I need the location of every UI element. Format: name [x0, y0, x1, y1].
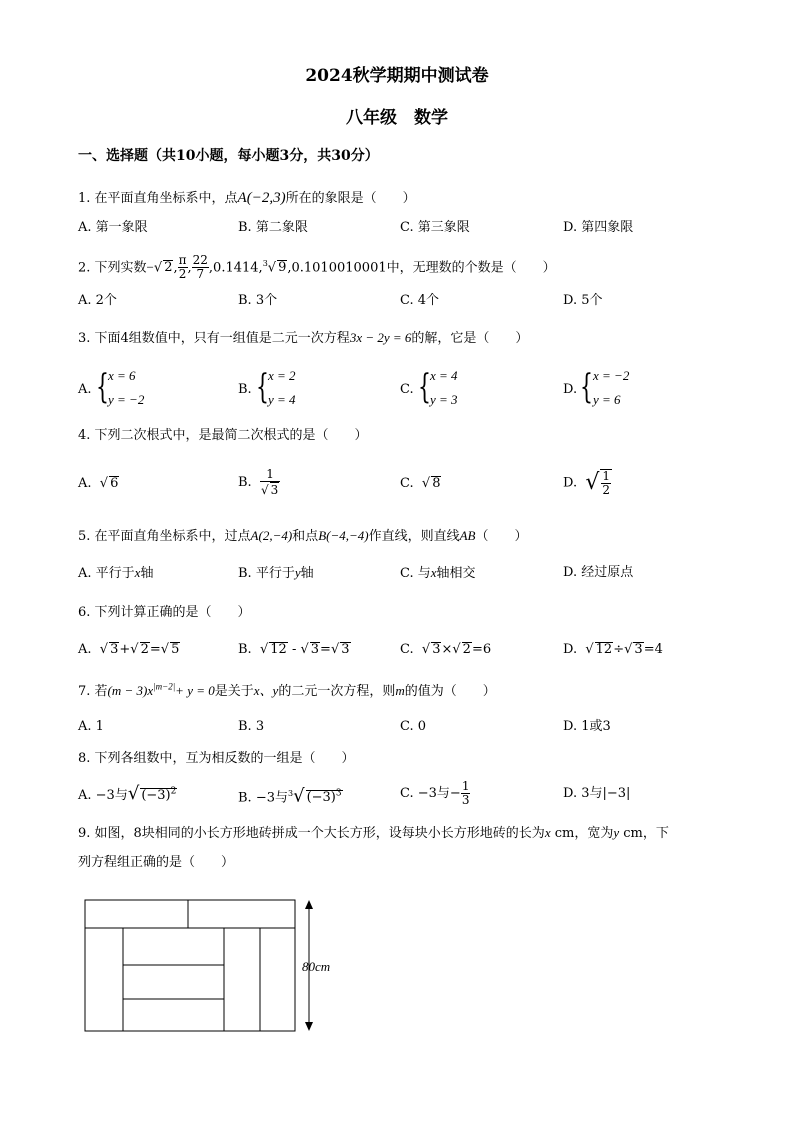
- question-8: 8. 下列各组数中，互为相反数的一组是（ ）: [78, 751, 355, 766]
- q8-option-c[interactable]: C. −3与− $\frac{1}{3}$: [400, 779, 470, 807]
- section-heading: 一、选择题（共10小题，每小题3分，共30分）: [78, 148, 379, 164]
- q5-option-d[interactable]: D. 经过原点: [563, 565, 634, 580]
- q9-figure: [80, 895, 340, 1040]
- q1-option-c[interactable]: C. 第三象限: [400, 220, 470, 235]
- q1-option-a[interactable]: A. 第一象限: [78, 220, 148, 235]
- q3-brace-c: {: [418, 367, 431, 407]
- q3-brace-d: {: [580, 367, 593, 407]
- q7-option-a[interactable]: A. 1: [78, 719, 104, 734]
- q3-brace-b: {: [256, 367, 269, 407]
- q2-option-b[interactable]: B. 3个: [238, 293, 278, 308]
- q3-option-b-label[interactable]: B.: [238, 382, 252, 397]
- q2-option-a[interactable]: A. 2个: [78, 293, 117, 308]
- q5-option-a[interactable]: A. 平行于x轴: [78, 565, 154, 581]
- q6-option-c[interactable]: C. √ 3×√ 2=6: [400, 642, 492, 657]
- q5-option-c[interactable]: C. 与x轴相交: [400, 565, 476, 581]
- question-1: 1. 在平面直角坐标系中，点A(−2,3)所在的象限是（ ）: [78, 190, 416, 206]
- q3-system-c[interactable]: x = 4 y = 3: [430, 368, 458, 407]
- q3-brace-a: {: [96, 367, 109, 407]
- question-4: 4. 下列二次根式中，是最简二次根式的是（ ）: [78, 428, 368, 443]
- q9-figure-label: 80cm: [302, 959, 331, 974]
- q3-option-c-label[interactable]: C.: [400, 382, 414, 397]
- question-7: 7. 若$(m - 3)x^{|m-2|}+ y = 0$是关于x、y的二元一次方程，则m的值为（ ）: [78, 681, 496, 699]
- q8-option-b[interactable]: B. −3与$^3$√ $(-3)^3$: [238, 785, 342, 807]
- point-a: A(−2,3): [237, 190, 286, 206]
- q6-option-d[interactable]: D. √ 12÷√ 3=4: [563, 642, 663, 657]
- exam-title: 2024秋学期期中测试卷: [305, 66, 489, 86]
- q3-option-d-label[interactable]: D.: [563, 382, 578, 397]
- q7-option-d[interactable]: D. 1或3: [563, 719, 611, 734]
- q8-option-d[interactable]: D. 3与|−3|: [563, 786, 631, 801]
- q4-option-a[interactable]: A. √ 6: [78, 476, 119, 491]
- q4-option-c[interactable]: C. √ 8: [400, 476, 441, 491]
- q3-system-d[interactable]: x = −2 y = 6: [593, 368, 630, 407]
- q5-option-b[interactable]: B. 平行于y轴: [238, 565, 314, 581]
- question-2: 2. 下列实数−√ 2, $\frac{\pi}{2}$ , $\frac{22}{7}$ ,0.1414,$^3$√ 9,0.1010010001中，无理数的个数是（ ）: [78, 253, 556, 282]
- q8-option-a[interactable]: A. −3与√ $(-3)^2$: [78, 783, 177, 804]
- q6-option-b[interactable]: B. √ 12 - √ 3=√ 3: [238, 642, 350, 657]
- q7-option-c[interactable]: C. 0: [400, 719, 427, 734]
- q4-option-d[interactable]: D. √ $\frac{1}{2}$: [563, 469, 611, 497]
- q3-system-b[interactable]: x = 2 y = 4: [268, 368, 296, 407]
- q3-system-a[interactable]: x = 6 y = −2: [108, 368, 145, 407]
- q1-option-d[interactable]: D. 第四象限: [563, 220, 634, 235]
- question-6: 6. 下列计算正确的是（ ）: [78, 605, 251, 620]
- q2-option-d[interactable]: D. 5个: [563, 293, 603, 308]
- q3-option-a-label[interactable]: A.: [78, 382, 92, 397]
- q7-option-b[interactable]: B. 3: [238, 719, 265, 734]
- q4-option-b[interactable]: B. $\frac{1}{√ 3}$: [238, 467, 279, 497]
- question-5: 5. 在平面直角坐标系中，过点A(2,−4)和点B(−4,−4)作直线，则直线AB（ ）: [78, 528, 528, 544]
- q2-option-c[interactable]: C. 4个: [400, 293, 440, 308]
- arrow-down: [305, 1022, 313, 1031]
- question-9-line-2: 列方程组正确的是（ ）: [78, 855, 235, 870]
- q6-option-a[interactable]: A. √ 3+√ 2=√ 5: [78, 642, 180, 657]
- question-3: 3. 下面4组数值中，只有一组值是二元一次方程3x − 2y = 6的解，它是（ ）: [78, 330, 529, 346]
- arrow-up: [305, 900, 313, 909]
- exam-subtitle: 八年级 数学: [346, 108, 448, 128]
- question-9-line-1: 9. 如图，8块相同的小长方形地砖拼成一个大长方形，设每块小长方形地砖的长为x cm，宽为y cm，下: [78, 825, 669, 841]
- q1-option-b[interactable]: B. 第二象限: [238, 220, 308, 235]
